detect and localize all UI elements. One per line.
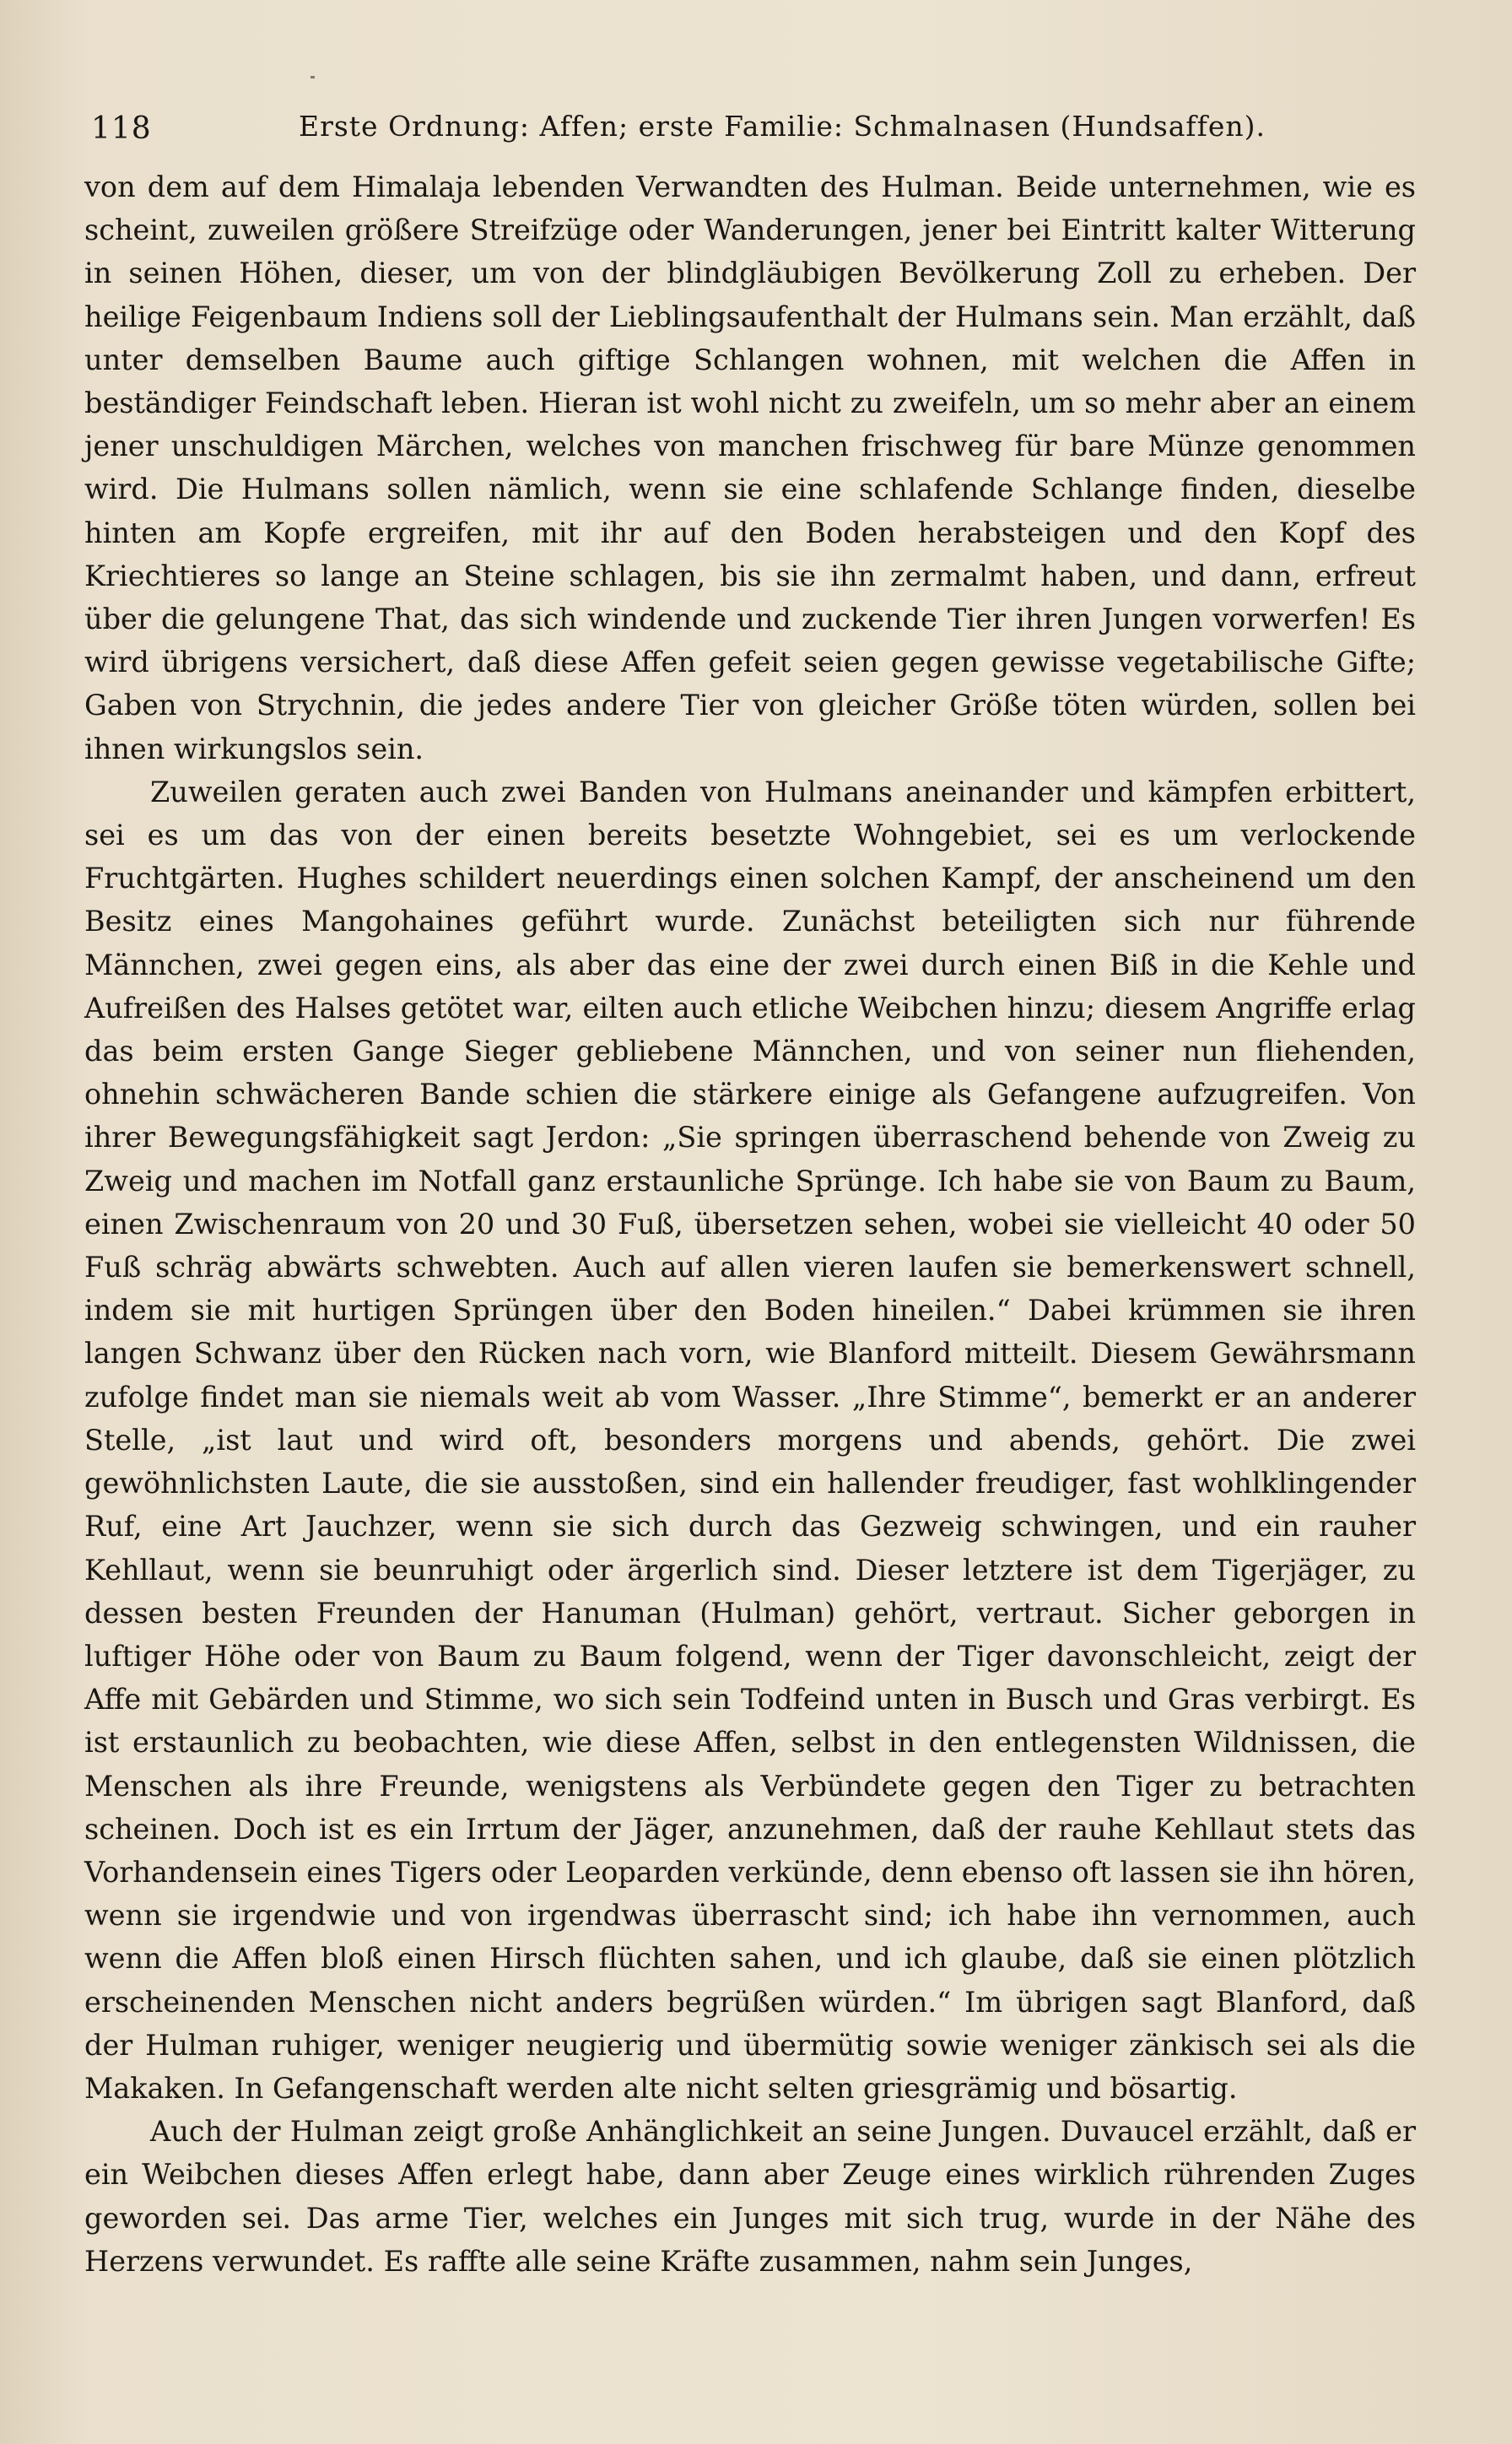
paragraph: Zuweilen geraten auch zwei Banden von Hulmans aneinander und kämpfen erbittert, sei es um das von der einen bereits besetzte Wohngebiet, sei es um verlockende Fruchtgärten. Hughes schildert neuerdings einen solchen Kampf, der anscheinend um den Besitz eines Mangohaines geführt wurde. Zunächst beteiligten sich nur führende Männchen, zwei gegen eins, als aber das eine der zwei durch einen Biß in die Kehle und Aufreißen des Halses getötet war, eilten auch etliche Weibchen hinzu; diesem Angriffe erlag das beim ersten Gange Sieger gebliebene Männchen, und von seiner nun fliehenden, ohnehin schwächeren Bande schien die stärkere einige als Gefangene aufzugreifen. Von ihrer Bewegungsfähigkeit sagt Jerdon: „Sie springen überraschend behende von Zweig zu Zweig und machen im Notfall ganz erstaunliche Sprünge. Ich habe sie von Baum zu Baum, einen Zwischenraum von 20 und 30 Fuß, übersetzen sehen, wobei sie vielleicht 40 oder 50 Fuß schräg abwärts schwebten. Auch auf allen vieren laufen sie bemerkenswert schnell, indem sie mit hurtigen Sprüngen über den Boden hineilen.“ Dabei krümmen sie ihren langen Schwanz über den Rücken nach vorn, wie Blanford mitteilt. Diesem Gewährsmann zufolge findet man sie niemals weit ab vom Wasser. „Ihre Stimme“, bemerkt er an anderer Stelle, „ist laut und wird oft, besonders morgens und abends, gehört. Die zwei gewöhnlichsten Laute, die sie ausstoßen, sind ein hallender freudiger, fast wohlklingender Ruf, eine Art Jauchzer, wenn sie sich durch das Gezweig schwingen, und ein rauher Kehllaut, wenn sie beunruhigt oder ärgerlich sind. Dieser letztere ist dem Tigerjäger, zu dessen besten Freunden der Hanuman (Hulman) gehört, vertraut. Sicher geborgen in luftiger Höhe oder von Baum zu Baum folgend, wenn der Tiger davonschleicht, zeigt der Affe mit Gebärden und Stimme, wo sich sein Todfeind unten in Busch und Gras verbirgt. Es ist erstaunlich zu beobachten, wie diese Affen, selbst in den entlegensten Wildnissen, die Menschen als ihre Freunde, wenigstens als Verbündete gegen den Tiger zu betrachten scheinen. Doch ist es ein Irrtum der Jäger, anzunehmen, daß der rauhe Kehllaut stets das Vorhandensein eines Tigers oder Leoparden verkünde, denn ebenso oft lassen sie ihn hören, wenn sie irgendwie und von irgendwas überrascht sind; ich habe ihn vernommen, auch wenn die Affen bloß einen Hirsch flüchten sahen, und ich glaube, daß sie einen plötzlich erscheinenden Menschen nicht anders begrüßen würden.“ Im übrigen sagt Blanford, daß der Hulman ruhiger, weniger neugierig und übermütig sowie weniger zänkisch sei als die Makaken. In Gefangenschaft werden alte nicht selten griesgrämig und bösartig.	[84, 775, 1416, 2105]
ink-speck	[310, 76, 315, 78]
page-header	[91, 100, 1407, 150]
body-text	[84, 165, 1416, 2385]
paragraph: von dem auf dem Himalaja lebenden Verwandten des Hulman. Beide unternehmen, wie es scheint, zuweilen größere Streifzüge oder Wanderungen, jener bei Eintritt kalter Witterung in seinen Höhen, dieser, um von der blindgläubigen Bevölkerung Zoll zu erheben. Der heilige Feigenbaum Indiens soll der Lieblingsaufenthalt der Hulmans sein. Man erzählt, daß unter demselben Baume auch giftige Schlangen wohnen, mit welchen die Affen in beständiger Feindschaft leben. Hieran ist wohl nicht zu zweifeln, um so mehr aber an einem jener unschuldigen Märchen, welches von manchen frischweg für bare Münze genommen wird. Die Hulmans sollen nämlich, wenn sie eine schlafende Schlange finden, dieselbe hinten am Kopfe ergreifen, mit ihr auf den Boden herabsteigen und den Kopf des Kriechtieres so lange an Steine schlagen, bis sie ihn zermalmt haben, und dann, erfreut über die gelungene That, das sich windende und zuckende Tier ihren Jungen vorwerfen! Es wird übrigens versichert, daß diese Affen gefeit seien gegen gewisse vegetabilische Gifte; Gaben von Strychnin, die jedes andere Tier von gleicher Größe töten würden, sollen bei ihnen wirkungslos sein.	[84, 170, 1416, 765]
paragraph: Auch der Hulman zeigt große Anhänglichkeit an seine Jungen. Duvaucel erzählt, daß er ein Weibchen dieses Affen erlegt habe, dann aber Zeuge eines wirklich rührenden Zuges geworden sei. Das arme Tier, welches ein Junges mit sich trug, wurde in der Nähe des Herzens verwundet. Es raffte alle seine Kräfte zusammen, nahm sein Junges,	[84, 2115, 1416, 2278]
page-number: 118	[91, 111, 152, 146]
running-head: Erste Ordnung: Affen; erste Familie: Schmalnasen (Hundsaffen).	[299, 110, 1266, 143]
